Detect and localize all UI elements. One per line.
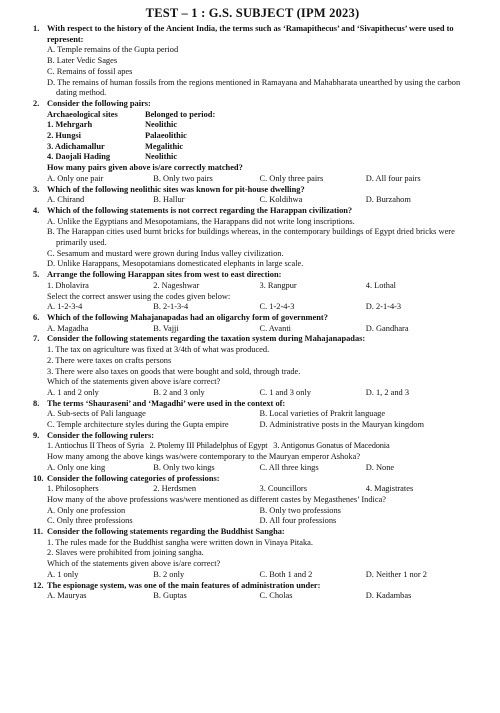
question-11	[33, 527, 472, 581]
option-b: B. Vajji	[153, 323, 179, 333]
pair-period: Palaeolithic	[145, 131, 187, 141]
options-row	[47, 195, 472, 206]
option-b: B. Only two pairs	[153, 173, 213, 183]
statement-2: 2. There were taxes on crafts persons	[47, 355, 172, 365]
option-d: D. The remains of human fossils from the regions mentioned in Ramayana and Mahabharata unearthed by using the carbon dating method.	[47, 77, 461, 98]
option-d: D. Gandhara	[365, 323, 409, 333]
option-b: B. 2 only	[153, 569, 185, 579]
question-5	[33, 270, 472, 313]
question-3	[33, 185, 472, 206]
list-item: 1. Dholavira	[47, 280, 89, 290]
items-row	[47, 484, 472, 495]
question-ask: How many pairs given above is/are correctly matched?	[47, 163, 243, 173]
options-row	[47, 506, 472, 517]
option-b: B. 2-1-3-4	[153, 302, 189, 312]
option-c: C. Cholas	[259, 591, 293, 601]
list-item: 3. Rangpur	[259, 280, 297, 290]
option-a: A. Temple remains of the Gupta period	[47, 45, 179, 55]
options-row	[47, 591, 472, 602]
question-ask: How many of the above professions was/were mentioned as different castes by Megasthenes’ Indica?	[47, 494, 386, 504]
options-row	[47, 463, 472, 474]
list-item: 2. Nageshwar	[153, 280, 200, 290]
statement-2: 2. Slaves were prohibited from joining sangha.	[47, 548, 204, 558]
question-number: 1.	[33, 24, 40, 33]
question-12	[33, 581, 472, 602]
options-row	[47, 302, 472, 313]
statement-1: 1. The rules made for the Buddhist sangha were written down in Vinaya Pitaka.	[47, 537, 313, 547]
option-c: C. 1-2-4-3	[259, 302, 295, 312]
list-item: 2. Herdsmen	[153, 484, 197, 494]
pairs-header-site: Archaeological sites	[47, 109, 118, 119]
option-a: A. 1 only	[47, 569, 79, 579]
option-b: B. Guptas	[153, 591, 187, 601]
options-row	[47, 174, 472, 185]
list-item: 4. Magistrates	[365, 484, 414, 494]
pair-site: 4. Daojali Hading	[47, 152, 111, 162]
option-a: A. 1-2-3-4	[47, 302, 83, 312]
pairs-header-period: Belonged to period:	[145, 109, 216, 119]
option-c: C. 1 and 3 only	[259, 387, 311, 397]
question-text: The terms ‘Shauraseni’ and ‘Magadhi’ were used in the context of:	[47, 398, 286, 408]
options-row	[47, 388, 472, 399]
question-text: Consider the following categories of professions:	[47, 473, 220, 483]
question-number: 11.	[33, 527, 44, 537]
statement-3: 3. There were also taxes on goods that were bought and sold, through trade.	[47, 366, 301, 376]
option-a: A. Magadha	[47, 323, 89, 333]
options-row	[47, 570, 472, 581]
option-d: D. Unlike Harappans, Mesopotamians domesticated elephants in large scale.	[47, 259, 304, 269]
option-d: D. 1, 2 and 3	[365, 387, 410, 397]
question-number: 9.	[33, 430, 40, 440]
option-c: C. Both 1 and 2	[259, 569, 313, 579]
option-d: D. Administrative posts in the Mauryan kingdom	[259, 420, 424, 430]
question-2	[33, 99, 472, 185]
pair-site: 2. Hungsi	[47, 131, 81, 141]
question-6	[33, 313, 472, 334]
question-ask: How many among the above kings was/were contemporary to the Mauryan emperor Ashoka?	[47, 452, 361, 462]
question-text: Consider the following rulers:	[47, 430, 155, 440]
option-d: D. All four professions	[259, 516, 337, 526]
option-c: C. Avanti	[259, 323, 291, 333]
question-text: Arrange the following Harappan sites from west to east direction:	[47, 270, 282, 280]
option-a: A. Unlike the Egyptians and Mesopotamians, the Harappans did not write long inscriptions.	[47, 216, 355, 226]
option-c: C. Only three pairs	[259, 173, 324, 183]
question-number: 7.	[33, 334, 40, 344]
question-number: 5.	[33, 270, 40, 280]
options-row	[47, 324, 472, 335]
question-ask: Which of the statements given above is/are correct?	[47, 559, 221, 569]
pairs-table	[47, 110, 472, 164]
list-item: 1. Philosophers	[47, 484, 99, 494]
question-text: Consider the following statements regarding the taxation system during Mahajanapadas:	[47, 334, 366, 344]
option-d: D. Kadambas	[365, 591, 412, 601]
pair-site: 1. Mehrgarh	[47, 120, 93, 130]
question-number: 6.	[33, 312, 40, 322]
question-text: Consider the following pairs:	[47, 98, 151, 108]
option-a: A. 1 and 2 only	[47, 387, 99, 397]
question-7	[33, 334, 472, 398]
question-text: The espionage system, was one of the main features of administration under:	[47, 580, 321, 590]
question-number: 8.	[33, 398, 40, 408]
question-1	[33, 24, 472, 99]
question-text: Which of the following neolithic sites was known for pit-house dwelling?	[47, 184, 305, 194]
option-b: B. 2 and 3 only	[153, 387, 205, 397]
option-a: A. Chirand	[47, 195, 85, 205]
option-d: D. Neither 1 nor 2	[365, 569, 427, 579]
question-text: Which of the following statements is not correct regarding the Harappan civilization?	[47, 205, 353, 215]
option-c: C. Koldihwa	[259, 195, 303, 205]
option-c: C. All three kings	[259, 462, 319, 472]
option-b: B. Local varieties of Prakrit language	[259, 409, 386, 419]
option-d: D. Burzahom	[365, 195, 411, 205]
pair-period: Neolithic	[145, 152, 178, 162]
option-c: C. Remains of fossil apes	[47, 66, 133, 76]
question-number: 12.	[33, 580, 44, 590]
question-ask: Select the correct answer using the codes given below:	[47, 291, 231, 301]
question-number: 10.	[33, 473, 44, 483]
options-row	[47, 420, 472, 431]
option-b: B. Hallur	[153, 195, 185, 205]
options-row	[47, 516, 472, 527]
option-c: C. Temple architecture styles during the Gupta empire	[47, 420, 229, 430]
question-number: 2.	[33, 98, 40, 108]
list-item: 3. Councillors	[259, 484, 307, 494]
option-b: B. Only two professions	[259, 505, 341, 515]
question-8	[33, 399, 472, 431]
question-4	[33, 206, 472, 270]
option-a: A. Sub-sects of Pali language	[47, 409, 146, 419]
question-number: 3.	[33, 184, 40, 194]
options-row	[47, 409, 472, 420]
option-b: B. Later Vedic Sages	[47, 56, 118, 66]
option-d: D. All four pairs	[365, 173, 421, 183]
option-a: A. Only one pair	[47, 173, 104, 183]
option-c: C. Only three professions	[47, 516, 133, 526]
option-c: C. Sesamum and mustard were grown during Indus valley civilization.	[47, 248, 284, 258]
page-title: TEST – 1 : G.S. SUBJECT (IPM 2023)	[145, 6, 360, 20]
option-a: A. Only one king	[47, 462, 106, 472]
question-9	[33, 431, 472, 474]
pair-period: Megalithic	[145, 141, 184, 151]
items-row	[47, 281, 472, 292]
pair-period: Neolithic	[145, 120, 178, 130]
question-number: 4.	[33, 205, 40, 215]
rulers-list: 1. Antiochus II Theos of Syria 2. Ptolemy III Philadelphus of Egypt 3. Antigonus Gonatus of Macedonia	[47, 441, 390, 451]
option-d: D. 2-1-4-3	[365, 302, 402, 312]
option-a: A. Only one profession	[47, 505, 126, 515]
list-item: 4. Lothal	[365, 280, 396, 290]
statement-1: 1. The tax on agriculture was fixed at 3/4th of what was produced.	[47, 345, 270, 355]
option-d: D. None	[365, 462, 395, 472]
question-10	[33, 474, 472, 528]
question-text: Consider the following statements regarding the Buddhist Sangha:	[47, 527, 285, 537]
option-a: A. Mauryas	[47, 591, 87, 601]
question-text: With respect to the history of the Ancient India, the terms such as ‘Ramapithecus’ and ‘Sivapithecus’ were used to represent:	[47, 24, 454, 44]
question-text: Which of the following Mahajanapadas had an oligarchy form of government?	[47, 312, 328, 322]
option-b: B. Only two kings	[153, 462, 215, 472]
question-ask: Which of the statements given above is/are correct?	[47, 377, 221, 387]
pair-site: 3. Adichamallur	[47, 141, 105, 151]
option-b: B. The Harappan cities used burnt bricks for buildings whereas, in the contemporary buildings of Egypt dried bricks were primarily used.	[47, 227, 455, 248]
